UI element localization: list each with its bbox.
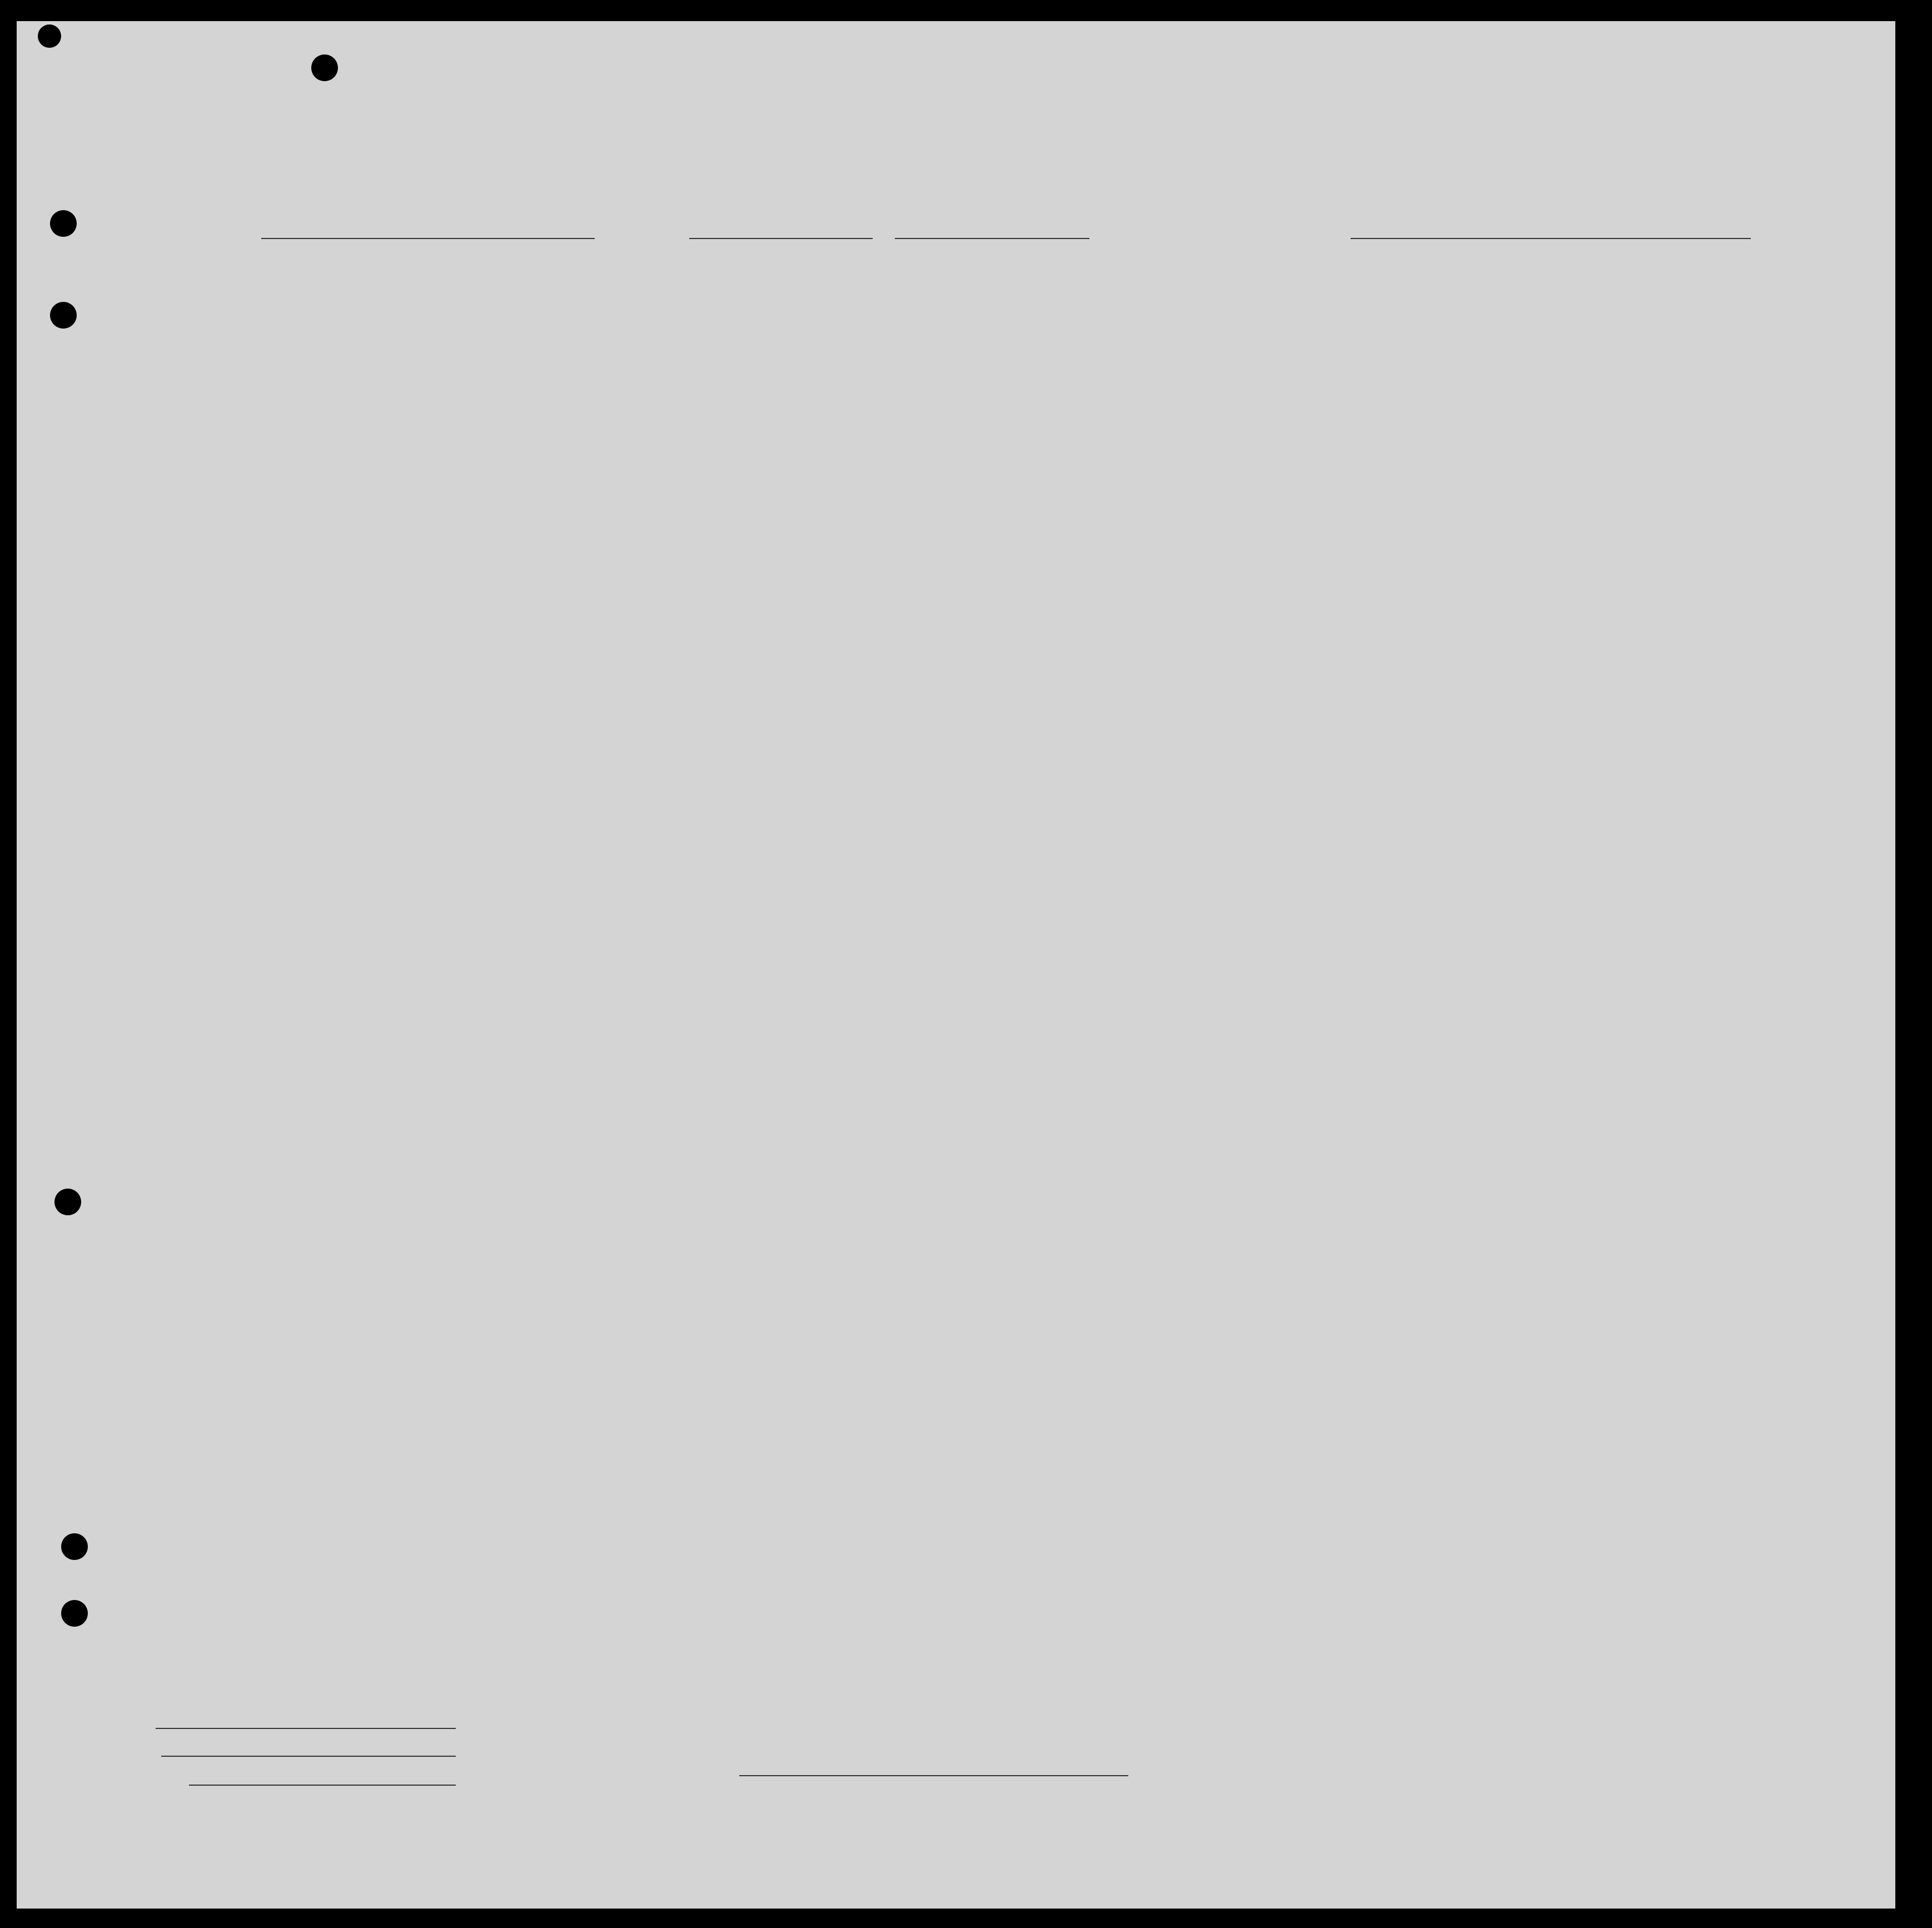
- vessel-line: [200, 210, 1823, 244]
- punch-hole: [311, 54, 338, 81]
- punch-hole: [61, 1600, 88, 1627]
- punch-hole: [50, 302, 77, 329]
- punch-hole: [50, 210, 77, 237]
- punch-hole: [54, 1189, 81, 1215]
- punch-hole: [61, 1533, 88, 1560]
- manifest-sheet: [17, 21, 1895, 1909]
- punch-hole: [38, 24, 61, 48]
